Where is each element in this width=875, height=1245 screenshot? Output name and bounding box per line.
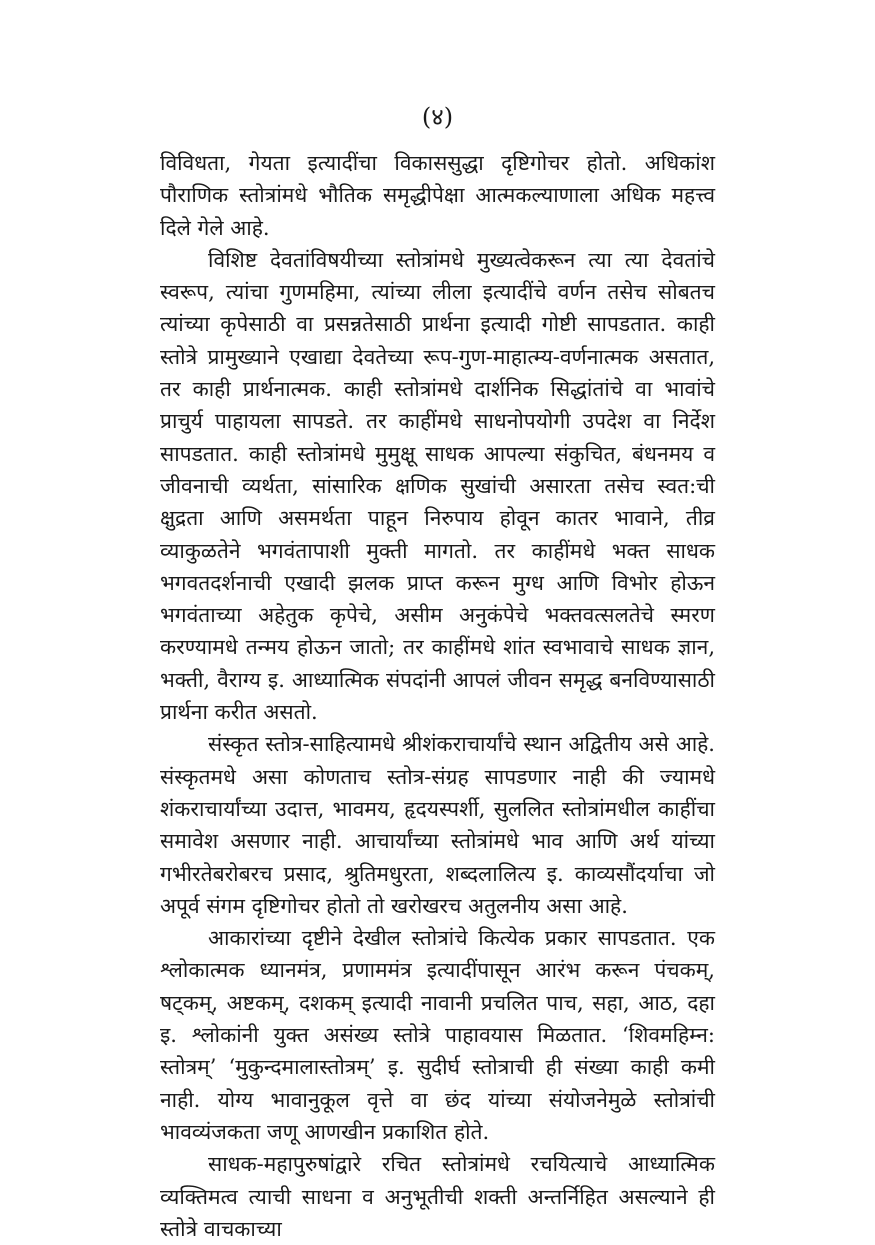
body-text	[160, 147, 715, 1245]
paragraph-2: विशिष्ट देवतांविषयीच्या स्तोत्रांमधे मुख्यत्वेकरून त्या त्या देवतांचे स्वरूप, त्यांचा गुणमहिमा, त्यांच्या लीला इत्यादींचे वर्णन तसेच सोबतच त्यांच्या कृपेसाठी वा प्रसन्नतेसाठी प्रार्थना इत्यादी गोष्टी सापडतात. काही स्तोत्रे प्रामुख्याने एखाद्या देवतेच्या रूप-गुण-माहात्म्य-वर्णनात्मक असतात, तर काही प्रार्थनात्मक. काही स्तोत्रांमधे दार्शनिक सिद्धांतांचे वा भावांचे प्राचुर्य पाहायला सापडते. तर काहींमधे साधनोपयोगी उपदेश वा निर्देश सापडतात. काही स्तोत्रांमधे मुमुक्षू साधक आपल्या संकुचित, बंधनमय व जीवनाची व्यर्थता, सांसारिक क्षणिक सुखांची असारता तसेच स्वत:ची क्षुद्रता आणि असमर्थता पाहून निरुपाय होवून कातर भावाने, तीव्र व्याकुळतेने भगवंतापाशी मुक्ती मागतो. तर काहींमधे भक्त साधक भगवतदर्शनाची एखादी झलक प्राप्त करून मुग्ध आणि विभोर होऊन भगवंताच्या अहेतुक कृपेचे, असीम अनुकंपेचे भक्तवत्सलतेचे स्मरण करण्यामधे तन्मय होऊन जातो; तर काहींमधे शांत स्वभावाचे साधक ज्ञान, भक्ती, वैराग्य इ. आध्यात्मिक संपदांनी आपलं जीवन समृद्ध बनविण्यासाठी प्रार्थना करीत असतो.	[160, 247, 715, 725]
paragraph-3: संस्कृत स्तोत्र-साहित्यामधे श्रीशंकराचार्यांचे स्थान अद्वितीय असे आहे. संस्कृतमधे असा कोणताच स्तोत्र-संग्रह सापडणार नाही की ज्यामधे शंकराचार्यांच्या उदात्त, भावमय, हृदयस्पर्शी, सुललित स्तोत्रांमधील काहींचा समावेश असणार नाही. आचार्यांच्या स्तोत्रांमधे भाव आणि अर्थ यांच्या गभीरतेबरोबरच प्रसाद, श्रुतिमधुरता, शब्दलालित्य इ. काव्यसौंदर्याचा जो अपूर्व संगम दृष्टिगोचर होतो तो खरोखरच अतुलनीय असा आहे.	[160, 732, 715, 918]
paragraph-5: साधक-महापुरुषांद्वारे रचित स्तोत्रांमधे रचयित्याचे आध्यात्मिक व्यक्तिमत्व त्याची साधना व अनुभूतीची शक्ती अन्तर्निहित असल्याने ही स्तोत्रे वाचकाच्या	[160, 1152, 715, 1241]
paragraph-1: विविधता, गेयता इत्यादींचा विकाससुद्धा दृष्टिगोचर होतो. अधिकांश पौराणिक स्तोत्रांमधे भौतिक समृद्धीपेक्षा आत्मकल्याणाला अधिक महत्त्व दिले गेले आहे.	[160, 151, 715, 240]
page-number: (४)	[421, 103, 454, 131]
paragraph-4: आकारांच्या दृष्टीने देखील स्तोत्रांचे कित्येक प्रकार सापडतात. एक श्लोकात्मक ध्यानमंत्र, प्रणाममंत्र इत्यादींपासून आरंभ करून पंचकम्, षट्कम्, अष्टकम्, दशकम् इत्यादी नावानी प्रचलित पाच, सहा, आठ, दहा इ. श्लोकांनी युक्त असंख्य स्तोत्रे पाहावयास मिळतात. ‘शिवमहिम्न: स्तोत्रम्’ ‘मुकुन्दमालास्तोत्रम्’ इ. सुदीर्घ स्तोत्राची ही संख्या काही कमी नाही. योग्य भावानुकूल वृत्ते वा छंद यांच्या संयोजनेमुळे स्तोत्रांची भावव्यंजकता जणू आणखीन प्रकाशित होते.	[160, 926, 715, 1144]
